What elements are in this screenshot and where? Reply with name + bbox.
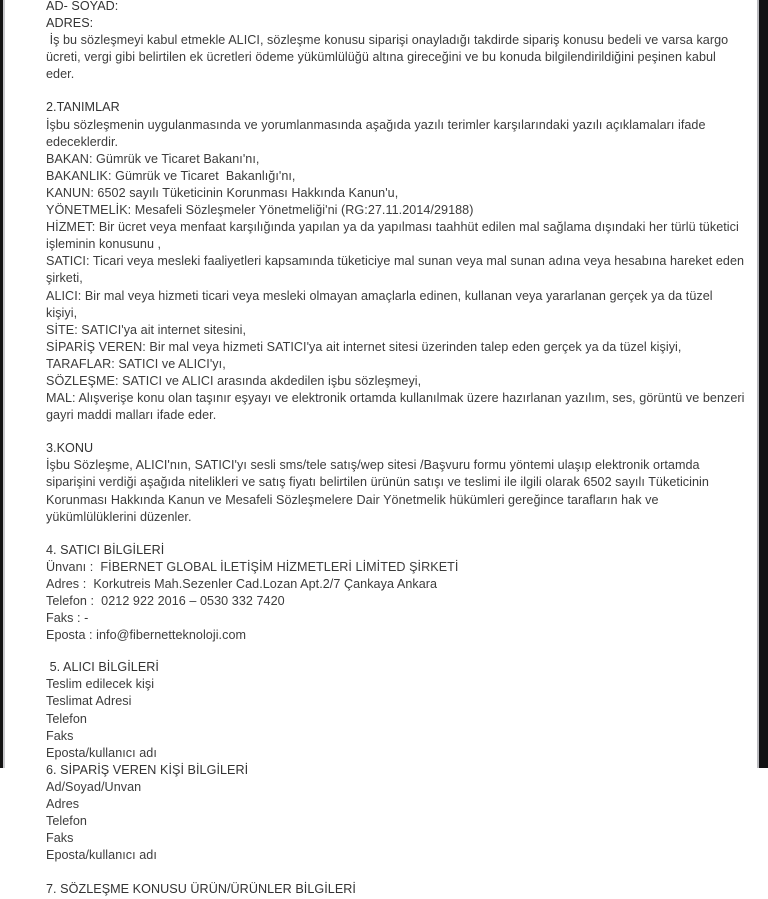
siparis-veren-field-ad-soyad-unvan: Ad/Soyad/Unvan (46, 779, 142, 794)
definition-satici: SATICI: Ticari veya mesleki faaliyetleri kapsamında tüketiciye mal sunan veya mal sunan adına veya hesabına hareket eden şirketi, (46, 254, 748, 286)
section-heading-alici-bilgileri: 5. ALICI BİLGİLERİ (46, 660, 159, 675)
scan-edge-left-inner (3, 0, 5, 768)
konu-body: İşbu Sözleşme, ALICI'nın, SATICI'yı sesli sms/tele satış/wep sitesi /Başvuru formu yöntemi ulaşıp elektronik ortamda siparişini verdiği aşağıda nitelikleri ve satış fiyatı belirtilen ürünün satışı ve teslimi ile ilgili olarak 6502 sayılı Tüketicinin Korunması Hakkında Kanun ve Mesafeli Sözleşmelere Dair Yönetmelik hükümleri gereğince tarafların hak ve yükümlülüklerini düzenler. (46, 458, 713, 524)
definition-hizmet: HİZMET: Bir ücret veya menfaat karşılığında yapılan ya da yapılması taahhüt edilen mal sağlama dışındaki her türlü tüketici işleminin konusunu , (46, 220, 743, 252)
spacer (46, 526, 746, 542)
section-heading-urun-bilgileri: 7. SÖZLEŞME KONUSU ÜRÜN/ÜRÜNLER BİLGİLERİ (46, 882, 356, 897)
satici-field-unvani: Ünvanı : FİBERNET GLOBAL İLETİŞİM HİZMETLERİ LİMİTED ŞİRKETİ (46, 559, 459, 574)
scan-edge-right (759, 0, 768, 768)
definition-bakan: BAKAN: Gümrük ve Ticaret Bakanı'nı, (46, 151, 260, 166)
spacer (46, 83, 746, 99)
spacer (46, 424, 746, 440)
field-label-address: ADRES: (46, 16, 94, 31)
satici-field-eposta: Eposta : info@fibernetteknoloji.com (46, 628, 247, 643)
alici-field-faks: Faks (46, 728, 74, 743)
definition-alici: ALICI: Bir mal veya hizmeti ticari veya mesleki olmayan amaçlarla edinen, kullanan veya yararlanan gerçek ya da tüzel kişiyi, (46, 288, 717, 320)
siparis-veren-field-adres: Adres (46, 797, 80, 812)
definition-kanun: KANUN: 6502 sayılı Tüketicinin Korunması Hakkında Kanun'u, (46, 185, 399, 200)
field-label-name: AD- SOYAD: (46, 0, 119, 13)
siparis-veren-field-eposta: Eposta/kullanıcı adı (46, 848, 157, 863)
definition-bakanlik: BAKANLIK: Gümrük ve Ticaret Bakanlığı'nı, (46, 168, 296, 183)
tanimlar-intro: İşbu sözleşmenin uygulanmasında ve yorumlanmasında aşağıda yazılı terimler karşılarındaki yazılı açıklamaları ifade edeceklerdir. (46, 117, 710, 149)
document-content (46, 0, 749, 899)
section-heading-tanimlar: 2.TANIMLAR (46, 100, 120, 115)
definition-mal: MAL: Alışverişe konu olan taşınır eşyayı ve elektronik ortamda kullanılmak üzere hazırlanan yazılım, ses, görüntü ve benzeri gayri maddi malları ifade eder. (46, 391, 749, 423)
section-heading-siparis-veren: 6. SİPARİŞ VEREN KİŞİ BİLGİLERİ (46, 762, 249, 777)
alici-field-eposta: Eposta/kullanıcı adı (46, 745, 157, 760)
intro-paragraph: İş bu sözleşmeyi kabul etmekle ALICI, sözleşme konusu siparişi onayladığı takdirde sipariş konusu bedeli ve varsa kargo ücreti, vergi gibi belirtilen ek ücretleri ödeme yükümlülüğü altına gireceğini ve bu konuda bilgilendirildiğini peşinen kabul eder. (46, 33, 732, 82)
satici-field-adres: Adres : Korkutreis Mah.Sezenler Cad.Lozan Apt.2/7 Çankaya Ankara (46, 576, 438, 591)
definition-yonetmelik: YÖNETMELİK: Mesafeli Sözleşmeler Yönetmeliği'ni (RG:27.11.2014/29188) (46, 203, 474, 218)
alici-field-telefon: Telefon (46, 711, 87, 726)
definition-siparis-veren: SİPARİŞ VEREN: Bir mal veya hizmeti SATICI'ya ait internet sitesi üzerinden talep eden gerçek ya da tüzel kişiyi, (46, 339, 682, 354)
definition-taraflar: TARAFLAR: SATICI ve ALICI'yı, (46, 356, 226, 371)
definition-sozlesme: SÖZLEŞME: SATICI ve ALICI arasında akdedilen işbu sözleşmeyi, (46, 373, 422, 388)
siparis-veren-field-telefon: Telefon (46, 814, 87, 829)
scan-edge-right-inner (757, 0, 759, 768)
alici-field-teslim-edilecek-kisi: Teslim edilecek kişi (46, 677, 155, 692)
alici-field-teslimat-adresi: Teslimat Adresi (46, 694, 132, 709)
definition-site: SİTE: SATICI'ya ait internet sitesini, (46, 322, 247, 337)
section-heading-satici-bilgileri: 4. SATICI BİLGİLERİ (46, 542, 165, 557)
satici-field-telefon: Telefon : 0212 922 2016 – 0530 332 7420 (46, 594, 285, 608)
spacer (46, 644, 746, 659)
siparis-veren-field-faks: Faks (46, 831, 74, 846)
spacer (46, 864, 746, 881)
satici-field-faks: Faks : - (46, 611, 89, 626)
section-heading-konu: 3.KONU (46, 441, 94, 456)
